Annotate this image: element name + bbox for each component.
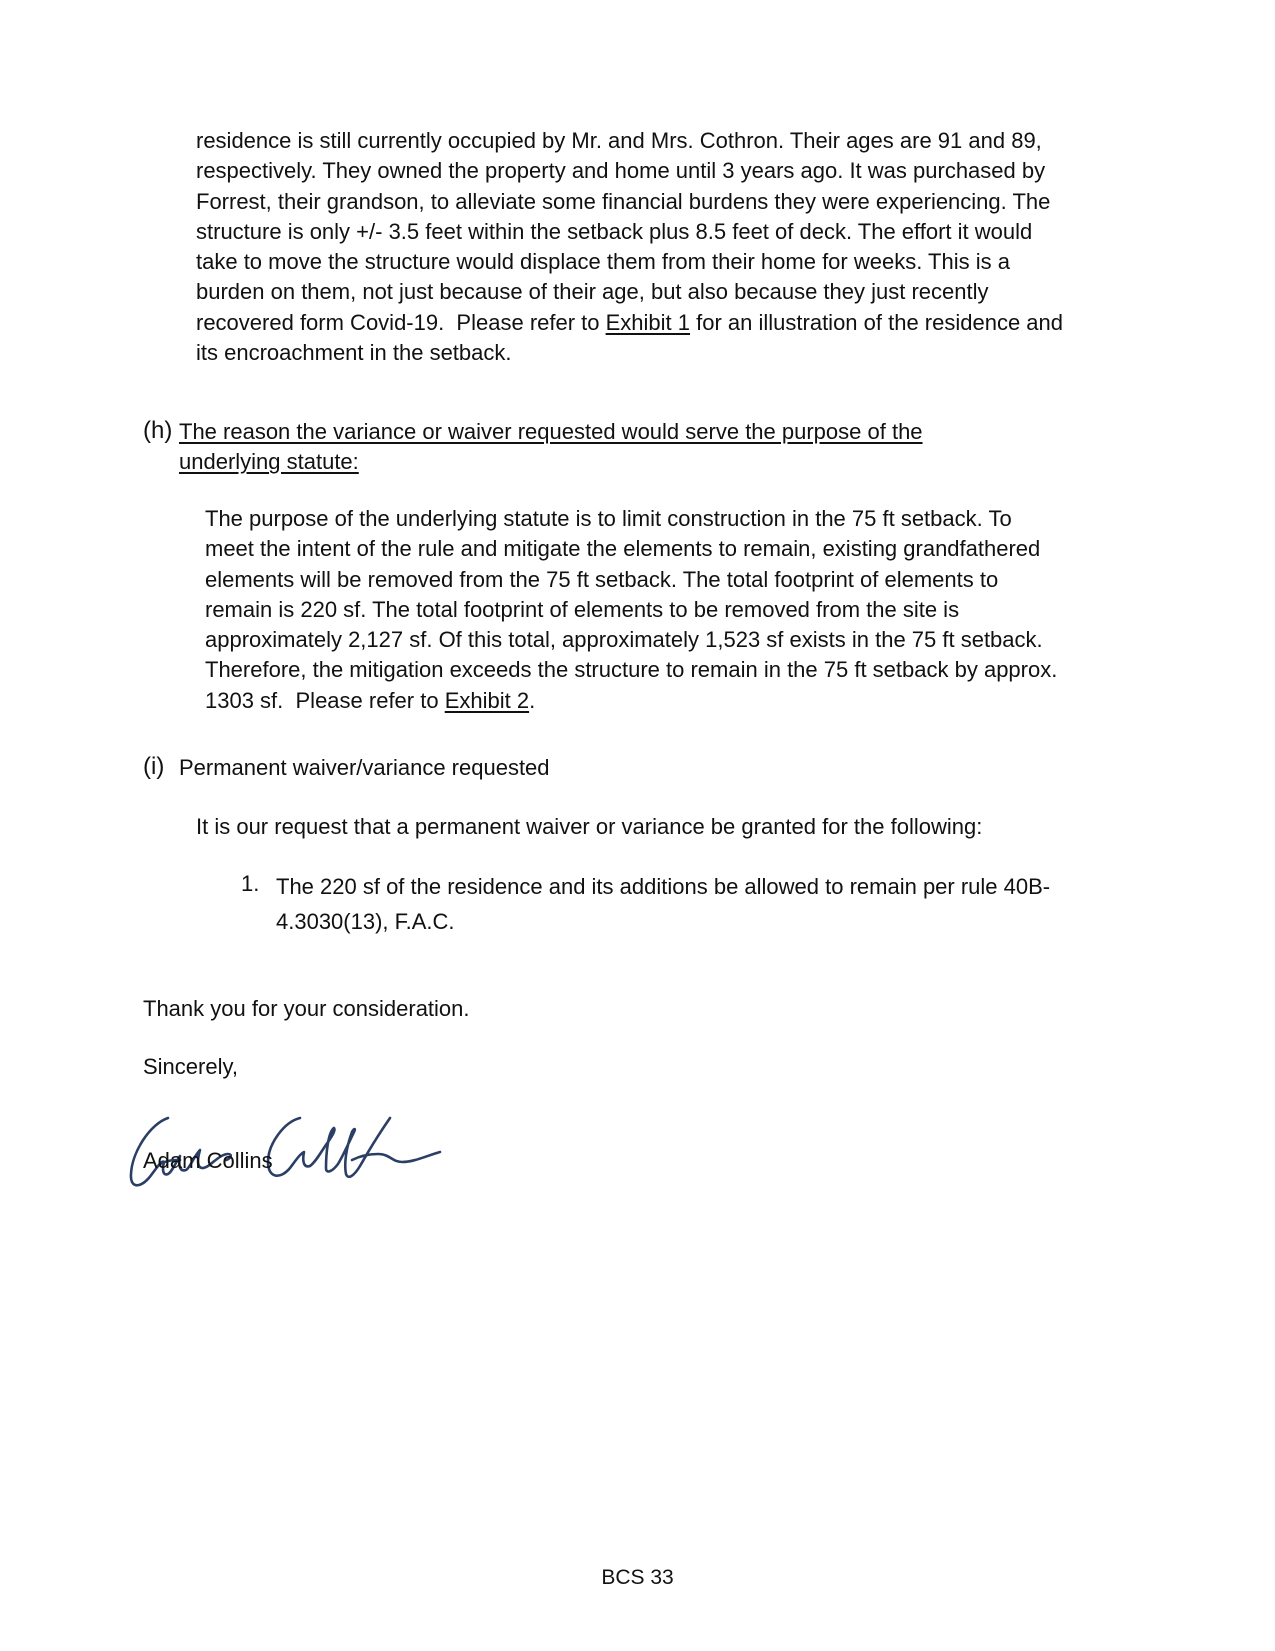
section-i-marker: (i) <box>143 753 165 780</box>
section-i-request: It is our request that a permanent waiver or variance be granted for the following: <box>196 814 983 839</box>
section-h-body <box>205 504 1057 716</box>
section-h-marker: (h) <box>143 417 173 444</box>
section-h-line: approximately 2,127 sf. Of this total, approximately 1,523 sf exists in the 75 ft setback. <box>205 627 1043 653</box>
section-h-heading-line: The reason the variance or waiver requested would serve the purpose of the <box>179 419 923 444</box>
intro-line: burden on them, not just because of their age, but also because they just recently <box>196 279 989 305</box>
section-h-text: 1303 sf. Please refer to <box>205 687 445 713</box>
section-h-line: The purpose of the underlying statute is to limit construction in the 75 ft setback. To <box>205 506 1012 531</box>
list-item-number: 1. <box>241 871 260 896</box>
section-h-text: . <box>529 687 536 713</box>
exhibit-1-link[interactable]: Exhibit 1 <box>605 309 691 335</box>
section-h-line: remain is 220 sf. The total footprint of elements to be removed from the site is <box>205 596 960 622</box>
section-h-heading-line: underlying statute: <box>179 449 359 475</box>
section-h-heading <box>179 417 923 478</box>
intro-line: residence is still currently occupied by Mr. and Mrs. Cothron. Their ages are 91 and 89, <box>196 128 1042 153</box>
section-i-heading: Permanent waiver/variance requested <box>179 755 550 780</box>
exhibit-2-link[interactable]: Exhibit 2 <box>444 687 530 713</box>
valediction: Sincerely, <box>143 1054 238 1079</box>
intro-line: take to move the structure would displace them from their home for weeks. This is a <box>196 249 1010 275</box>
list-item-line: 4.3030(13), F.A.C. <box>276 909 455 934</box>
thanks-line: Thank you for your consideration. <box>143 996 470 1021</box>
section-h-line-with-link <box>205 686 1057 716</box>
section-h-line: Therefore, the mitigation exceeds the structure to remain in the 75 ft setback by approx. <box>205 657 1058 683</box>
intro-paragraph <box>196 126 1063 368</box>
intro-line: Forrest, their grandson, to alleviate some financial burdens they were experiencing. The <box>196 188 1051 214</box>
intro-text: recovered form Covid-19. Please refer to <box>196 309 606 335</box>
list-item <box>276 869 1050 939</box>
page-footer: BCS 33 <box>601 1566 674 1589</box>
intro-line-with-link <box>196 308 1063 338</box>
intro-text: for an illustration of the residence and <box>690 309 1064 335</box>
list-item-line: The 220 sf of the residence and its additions be allowed to remain per rule 40B- <box>276 874 1051 899</box>
intro-line: structure is only +/- 3.5 feet within the setback plus 8.5 feet of deck. The effort it would <box>196 218 1033 244</box>
section-h-line: elements will be removed from the 75 ft setback. The total footprint of elements to <box>205 566 999 592</box>
intro-line: respectively. They owned the property and home until 3 years ago. It was purchased by <box>196 158 1046 184</box>
signer-name: Adam Collins <box>143 1148 273 1173</box>
section-h-line: meet the intent of the rule and mitigate the elements to remain, existing grandfathered <box>205 536 1041 562</box>
intro-line: its encroachment in the setback. <box>196 340 512 366</box>
